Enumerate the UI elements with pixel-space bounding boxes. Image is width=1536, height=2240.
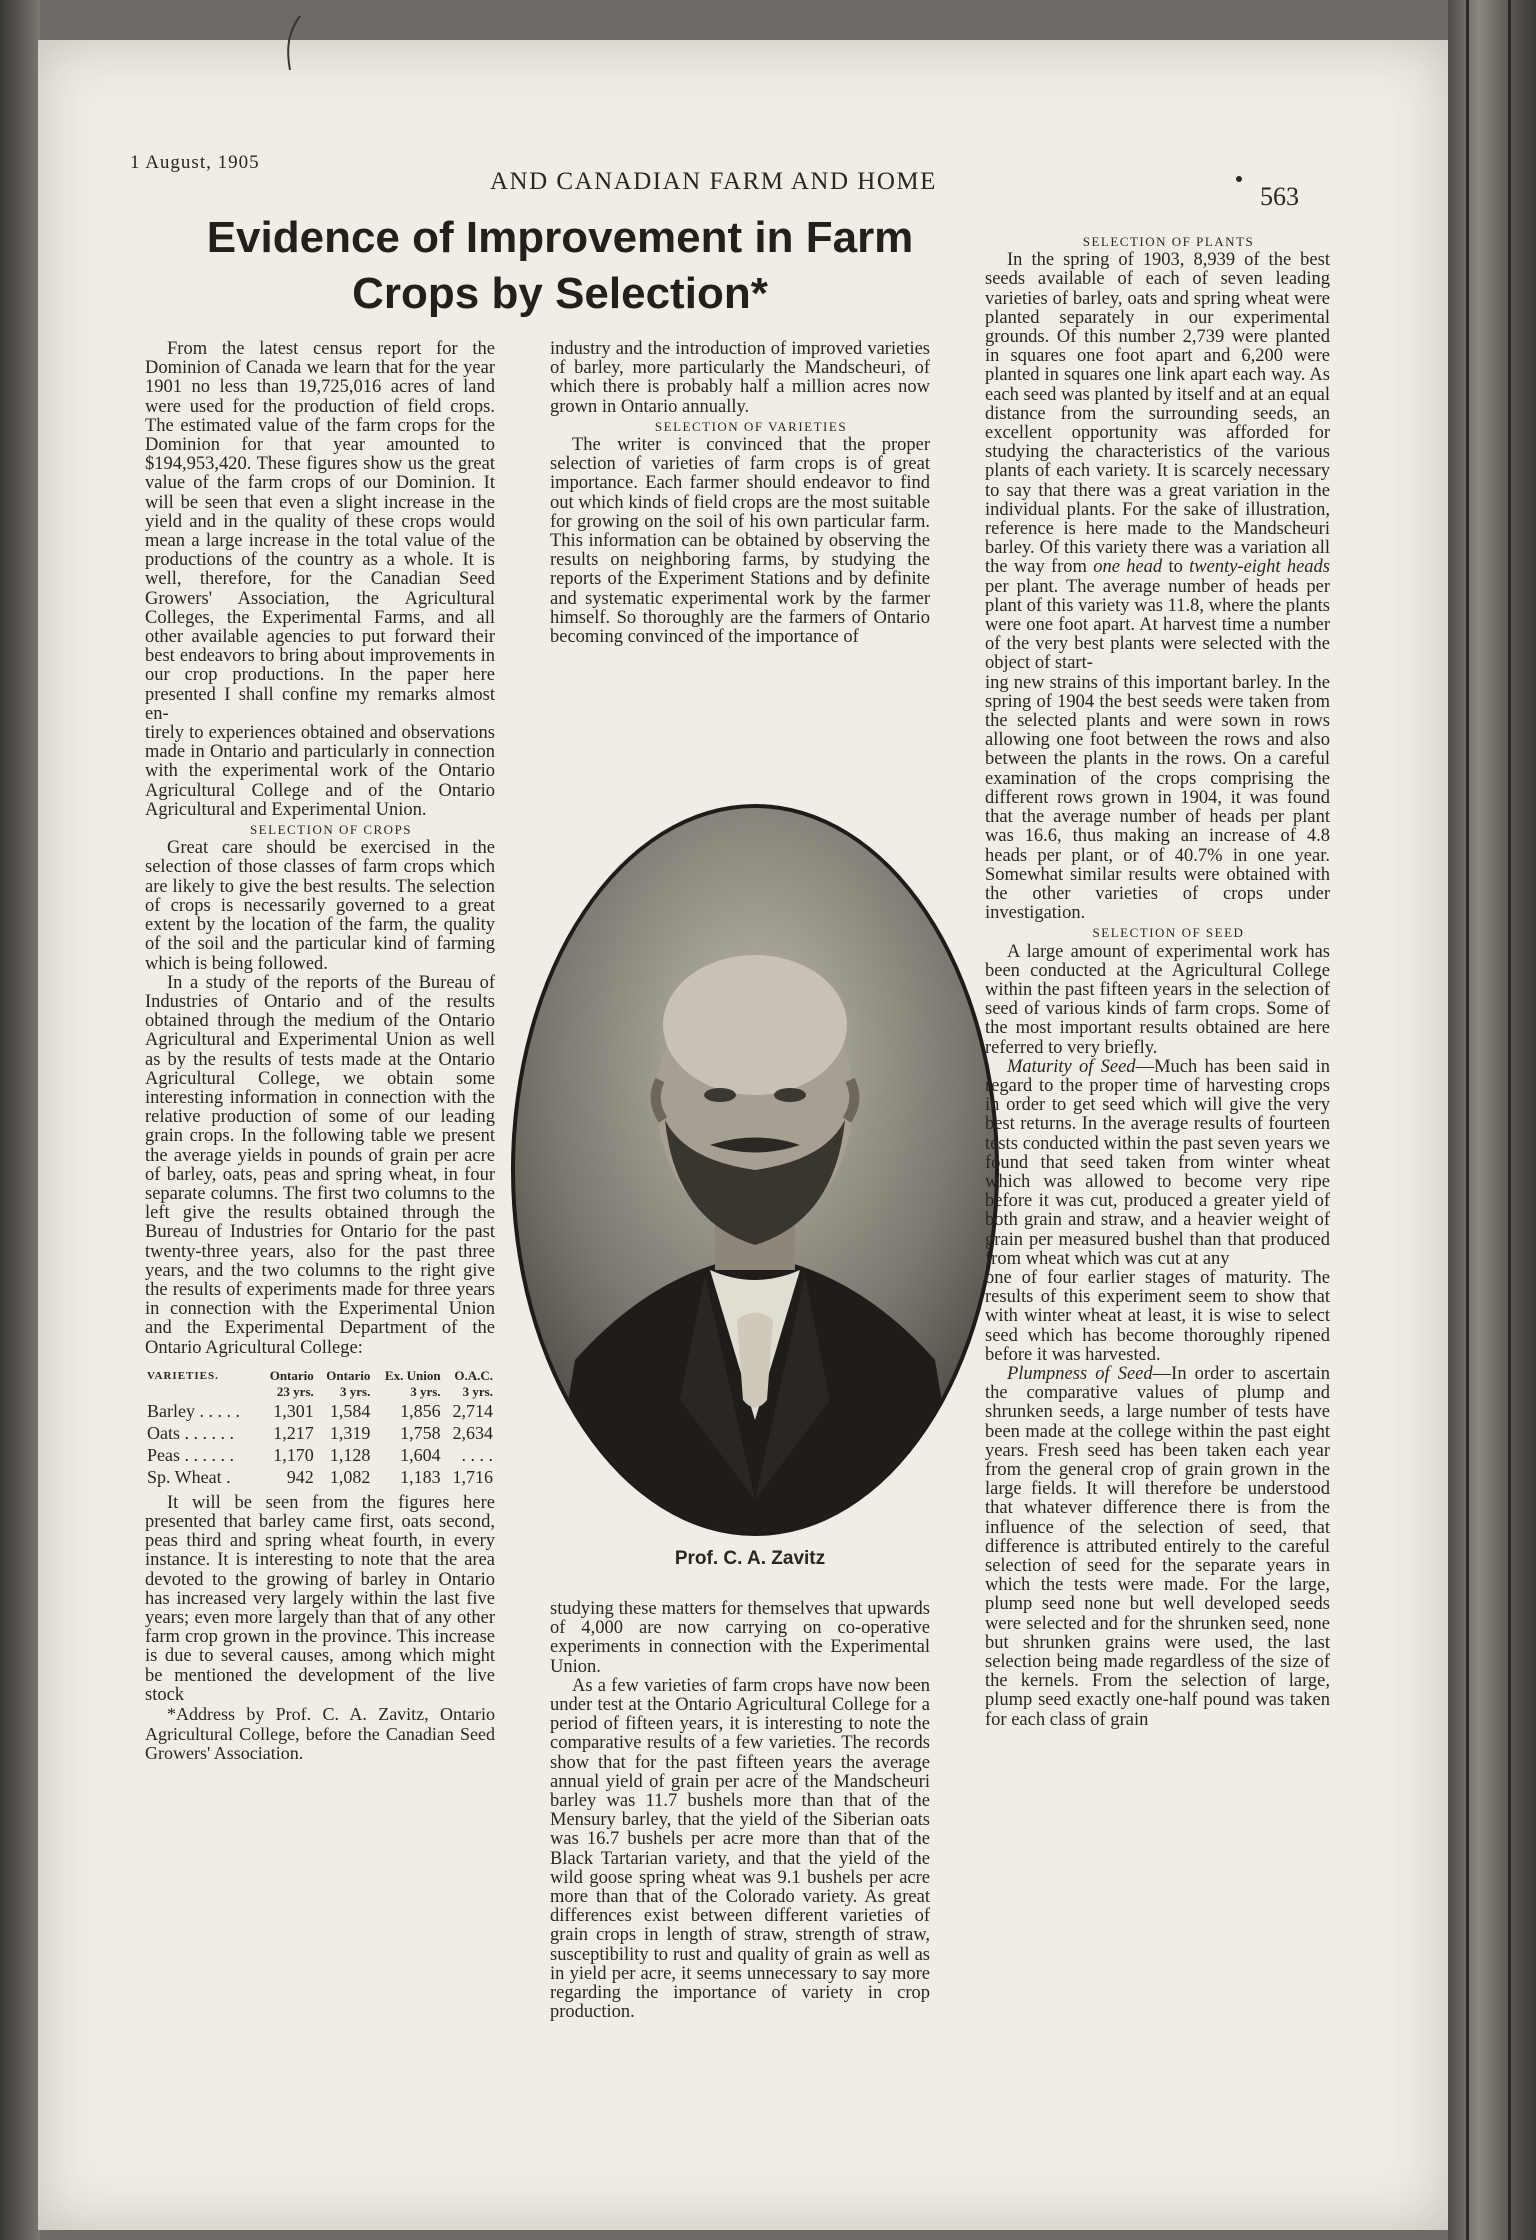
section-heading: SELECTION OF CROPS (249, 822, 413, 838)
paragraph-text: per plant. The average number of heads per plant of this variety was 11.8, where the plants were one foot apart. At harvest time a number of the very best plants were selected with the object of start- (985, 576, 1330, 674)
emphasis-text: Plumpness of Seed (1007, 1363, 1153, 1384)
paragraph: The writer is convinced that the proper selection of varieties of farm crops is of great importance. Each farmer should endeavor to find out which kinds of field crops are the most suitable for growing on the soil of his own particular farm. This information can be obtained by observing the results on neighboring farms, by studying the reports of the Experiment Stations and by definite and systematic experimental work by the farmer himself. So thoroughly are the farmers of Ontario becoming convinced of the importance of (550, 435, 930, 648)
table-cell: 1,758 (400, 1422, 441, 1443)
paragraph-text: In the spring of 1903, 8,939 of the best seeds available of each of seven leading varieties of barley, oats and spring wheat were planted separately in our experimental grounds. Of this number 2,739 were planted in squares one foot apart and 6,200 were planted in squares one link apart each way. As each seed was planted by itself and at an equal distance from the surrounding seeds, an excellent opportunity was afforded for studying the characteristics of the various plants of each variety. It is scarcely necessary to say that there was a great variation in the individual plants. For the sake of illustration, reference is here made to the Mandscheuri barley. Of this variety there was a variation all the way from (985, 250, 1330, 578)
table-header: Ontario (326, 1367, 371, 1383)
scan-edge-left (0, 0, 40, 2240)
paragraph: A large amount of experimental work has been conducted at the Agricultural College within the past fifteen years in the selection of seed of various kinds of farm crops. Some of the most important results obtained are here referred to very briefly. (985, 941, 1330, 1058)
column-2-top (550, 340, 930, 647)
paragraph: industry and the introduction of improved varieties of barley, more particularly the Mandscheuri, of which there is probably half a million acres now grown in Ontario annually. (550, 339, 930, 417)
paragraph-text: to (1162, 557, 1190, 578)
table-cell: 1,856 (400, 1400, 441, 1421)
table-cell: . . . . (461, 1444, 493, 1465)
paragraph: As a few varieties of farm crops have now been under test at the Ontario Agricultural College for a period of fifteen years, it is interesting to note the comparative results of a few varieties. The records show that for the past fifteen years the average annual yield of grain per acre of the Mandscheuri barley was 11.7 bushels more than that of the Mensury barley, that the yield of the Siberian oats was 16.7 bushels per acre more than that of the Black Tartarian variety, and that the yield of the wild goose spring wheat was 9.1 bushels per acre more than that of the Colorado variety. As great differences exist between different varieties of grain crops in length of straw, strength of straw, susceptibility to rust and quality of grain as well as in yield per acre, it seems unnecessary to say more regarding the importance of variety in crop production. (550, 1675, 930, 2023)
table-row (145, 1444, 495, 1466)
gutter-line (1466, 0, 1469, 2240)
table-subheader: 3 yrs. (462, 1383, 493, 1399)
table-header: Ontario (269, 1367, 314, 1383)
table-cell: 1,716 (452, 1466, 493, 1487)
table-cell: 1,183 (400, 1466, 441, 1487)
paragraph (985, 1058, 1330, 1269)
column-2-bottom (550, 1600, 930, 2022)
table-header-row (145, 1368, 495, 1384)
footnote: *Address by Prof. C. A. Zavitz, Ontario Agricultural College, before the Canadian Seed Growers' Association. (145, 1704, 495, 1763)
table-cell: 1,319 (329, 1422, 371, 1443)
scan-gutter (1448, 0, 1536, 2240)
table-cell: Peas . . . . . . (147, 1444, 234, 1465)
table-cell: Barley . . . . . (147, 1400, 240, 1421)
photo-caption: Prof. C. A. Zavitz (674, 1548, 826, 1569)
paragraph: In a study of the reports of the Bureau of Industries of Ontario and of the results obtained through the medium of the Ontario Agricultural and Experimental Union as well as by the results of tests made at the Ontario Agricultural College, we obtain some interesting information in connection with the relative production of some of our leading grain crops. In the following table we present the average yields in pounds of grain per acre of barley, oats, peas and spring wheat, in four separate columns. The first two columns to the left give the results obtained through the Bureau of Industries for Ontario for the past twenty-three years, also for the past three years, and the two columns to the right give the results of experiments made for three years in connection with the Experimental Union and the Experimental Department of the Ontario Agricultural College: (145, 972, 495, 1358)
table-cell: 1,584 (329, 1400, 371, 1421)
yield-table (145, 1368, 495, 1488)
table-subheader-row (145, 1384, 495, 1400)
table-cell: 1,301 (273, 1400, 314, 1421)
paragraph: ing new strains of this important barley. In the spring of 1904 the best seeds were taken from the selected plants and were sown in rows allowing one foot between the rows and also between the plants in the rows. On a careful examination of the crops comprising the different rows grown in 1904, it was found that the average number of heads per plant was 16.6, thus making an increase of 4.8 heads per plant, or of 40.7% in one year. Somewhat similar results were obtained with the other varieties of crops under investigation. (985, 672, 1330, 924)
paragraph (985, 251, 1330, 673)
table-subheader: 23 yrs. (276, 1383, 314, 1399)
paragraph (985, 1365, 1330, 1730)
table-cell: 2,634 (452, 1422, 493, 1443)
table-row (145, 1422, 495, 1444)
table-row (145, 1400, 495, 1422)
paragraph: Great care should be exercised in the selection of those classes of farm crops which are likely to give the best results. The selection of crops is necessarily governed to a great extent by the location of the farm, the quality of the soil and the particular kind of farming which is being followed. (145, 838, 495, 974)
table-cell: 2,714 (452, 1400, 493, 1421)
table-cell: Oats . . . . . . (147, 1422, 234, 1443)
portrait-photo (505, 800, 1005, 1540)
pen-mark (280, 14, 310, 74)
paragraph: It will be seen from the figures here presented that barley came first, oats second, peas third and spring wheat fourth, in every instance. It is interesting to note that the area devoted to the growing of barley in Ontario has increased very largely within the last five years; even more largely than that of any other farm crop grown in the province. This increase is due to several causes, among which might be mentioned the development of the live stock (145, 1492, 495, 1705)
issue-date: 1 August, 1905 (130, 152, 260, 173)
table-cell: 1,170 (273, 1444, 314, 1465)
paragraph: From the latest census report for the Dominion of Canada we learn that for the year 1901 no less than 19,725,016 acres of land were used for the production of field crops. The estimated value of the farm crops for the Dominion for that year amounted to $194,953,420. These figures show us the great value of the farm crops of our Dominion. It will be seen that even a slight increase in the yield and in the quality of these crops would mean a large increase in the total value of the productions of the country as a whole. It is well, therefore, for the Canadian Seed Growers' Association, the Agricultural Colleges, the Experimental Farms, and all other available agencies to put forward their best endeavors to bring about improvements in our crop productions. In the paper here presented I shall confine my remarks almost en- (145, 339, 495, 724)
table-row (145, 1466, 495, 1488)
table-cell: 942 (286, 1466, 314, 1487)
section-heading: SELECTION OF SEED (1092, 925, 1245, 941)
table-cell: 1,604 (400, 1444, 441, 1465)
table-header: VARIETIES. (147, 1369, 219, 1382)
table-header: O.A.C. (454, 1367, 493, 1383)
gutter-line (1508, 0, 1511, 2240)
column-1 (145, 340, 495, 1764)
table-header: Ex. Union (384, 1367, 441, 1383)
table-cell: 1,217 (273, 1422, 314, 1443)
paragraph: tirely to experiences obtained and observations made in Ontario and particularly in connection with the experimental work of the Ontario Agricultural College and of the Ontario Agricultural and Experimental Union. (145, 723, 495, 820)
page-number: 563 (1260, 182, 1299, 211)
paragraph: studying these matters for themselves that upwards of 4,000 are now carrying on co-operative experiments in connection with the Experimental Union. (550, 1599, 930, 1677)
table-subheader: 3 yrs. (410, 1383, 441, 1399)
paragraph-text: —In order to ascertain the comparative values of plump and shrunken seeds, a large number of tests have been made at the college within the past eight years. Fresh seed has been taken each year from the general crop of grain grown in the large fields. It will therefore be understood that whatever difference there is from the influence of the selection of seed, that difference is attributed entirely to the careful selection of seed for the separate years in which the tests were made. For the large, plump seed none but well developed seeds were selected and for the shrunken seed, none but shrunken grains were used, the last selection being made regardless of the size of the kernels. From the selection of large, plump seed exactly one-half pound was taken for each class of grain (985, 1363, 1330, 1730)
running-head: AND CANADIAN FARM AND HOME (490, 168, 937, 195)
paragraph: one of four earlier stages of maturity. The results of this experiment seem to show that with winter wheat at least, it is wise to select seed which has become thoroughly ripened before it was harvested. (985, 1267, 1330, 1365)
article-title: Evidence of Improvement in Farm Crops by Selection* (206, 213, 914, 318)
table-cell: 1,128 (329, 1444, 371, 1465)
table-cell: 1,082 (329, 1466, 371, 1487)
emphasis-text: one head (1093, 557, 1163, 578)
section-heading: SELECTION OF VARIETIES (654, 418, 848, 434)
emphasis-text: twenty-eight heads (1189, 557, 1331, 578)
table-subheader (145, 1384, 259, 1400)
section-heading: SELECTION OF PLANTS (1082, 234, 1255, 249)
table-cell: Sp. Wheat . (147, 1466, 231, 1487)
column-3 (985, 232, 1330, 1730)
emphasis-text: Maturity of Seed (1007, 1056, 1136, 1077)
paragraph-text: —Much has been said in regard to the proper time of harvesting crops in order to get seed which will give the very best returns. In the average results of fourteen tests conducted within the past seven years we found that seed taken from winter wheat which was allowed to become very ripe before it was cut, produced a greater yield of both grain and straw, and a heavier weight of grain per measured bushel than that produced from wheat which was cut at any (985, 1056, 1330, 1269)
decorative-dot (1236, 176, 1242, 182)
table-subheader: 3 yrs. (340, 1383, 371, 1399)
